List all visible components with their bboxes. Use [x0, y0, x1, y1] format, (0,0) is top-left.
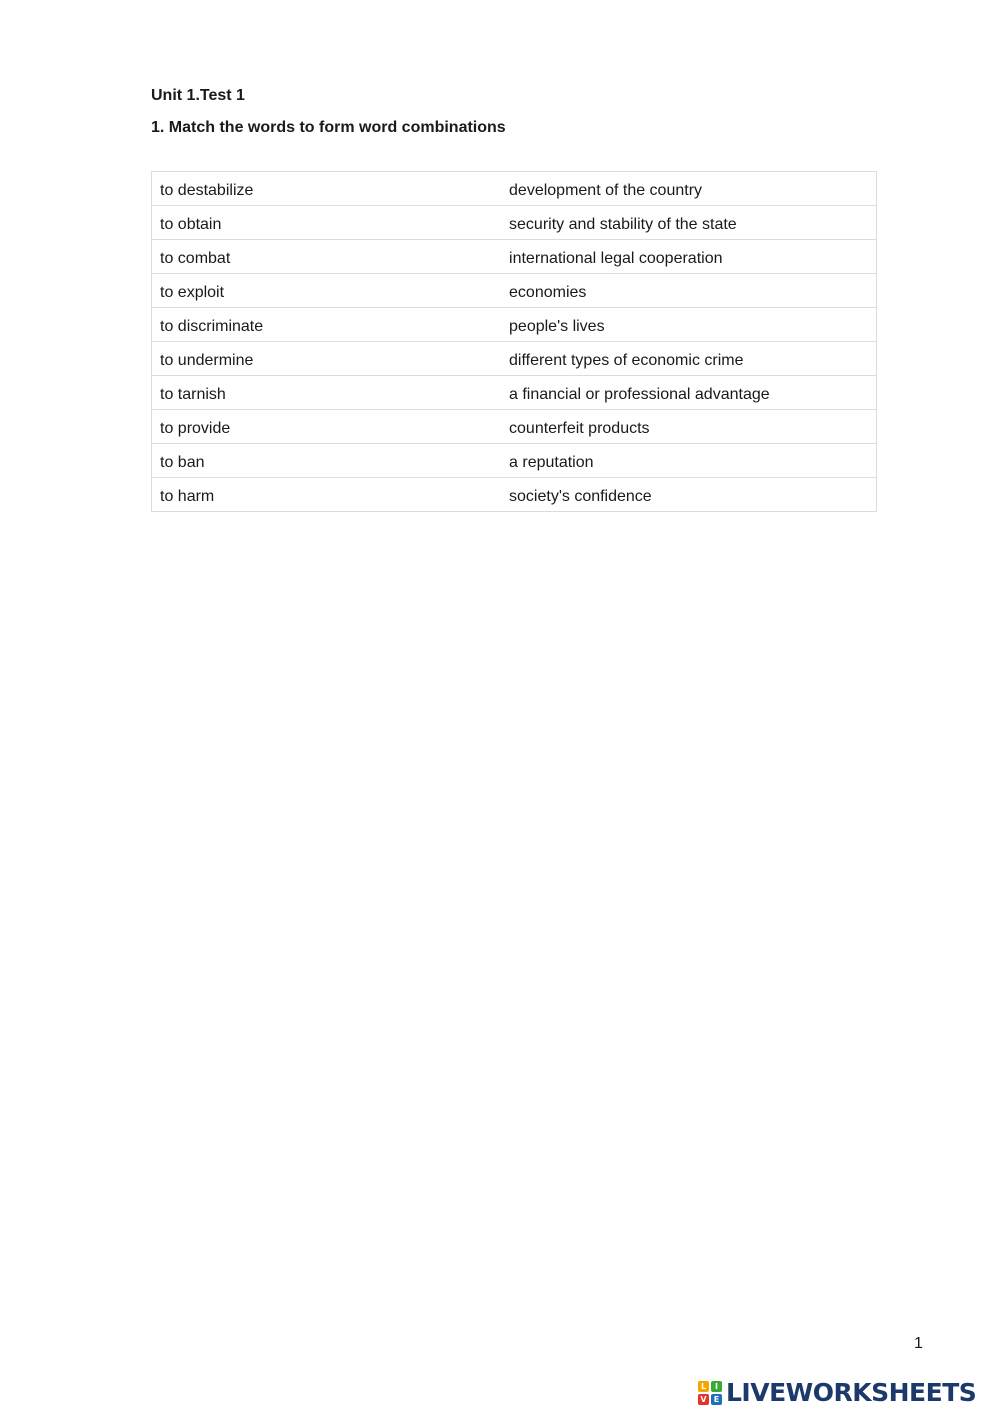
logo-mark-letter: L [698, 1381, 709, 1392]
right-term: different types of economic crime [501, 342, 876, 376]
logo-text: LIVEWORKSHEETS [726, 1378, 977, 1407]
table-row [152, 376, 877, 410]
table-row [152, 478, 877, 512]
table-row [152, 172, 877, 206]
logo-mark-icon [698, 1381, 722, 1405]
table-row [152, 444, 877, 478]
right-term: society's confidence [501, 478, 876, 512]
table-row [152, 410, 877, 444]
right-term: people's lives [501, 308, 876, 342]
liveworksheets-logo [698, 1378, 976, 1408]
match-table [151, 171, 877, 512]
right-term: economies [501, 274, 876, 308]
table-row [152, 274, 877, 308]
right-term: international legal cooperation [501, 240, 876, 274]
logo-mark-letter: V [698, 1394, 709, 1405]
task-title: 1. Match the words to form word combinations [151, 119, 506, 136]
right-term: development of the country [501, 172, 876, 206]
left-term: to ban [152, 444, 502, 478]
logo-mark-letter: I [711, 1381, 722, 1392]
left-term: to provide [152, 410, 502, 444]
table-row [152, 240, 877, 274]
left-term: to discriminate [152, 308, 502, 342]
left-term: to destabilize [152, 172, 502, 206]
right-term: a financial or professional advantage [501, 376, 876, 410]
table-row [152, 206, 877, 240]
left-term: to undermine [152, 342, 502, 376]
unit-title: Unit 1.Test 1 [151, 87, 245, 104]
left-term: to obtain [152, 206, 502, 240]
right-term: a reputation [501, 444, 876, 478]
page-number: 1 [914, 1335, 923, 1352]
right-term: counterfeit products [501, 410, 876, 444]
left-term: to harm [152, 478, 502, 512]
right-term: security and stability of the state [501, 206, 876, 240]
logo-mark-letter: E [711, 1394, 722, 1405]
table-row [152, 308, 877, 342]
table-row [152, 342, 877, 376]
left-term: to combat [152, 240, 502, 274]
left-term: to exploit [152, 274, 502, 308]
left-term: to tarnish [152, 376, 502, 410]
